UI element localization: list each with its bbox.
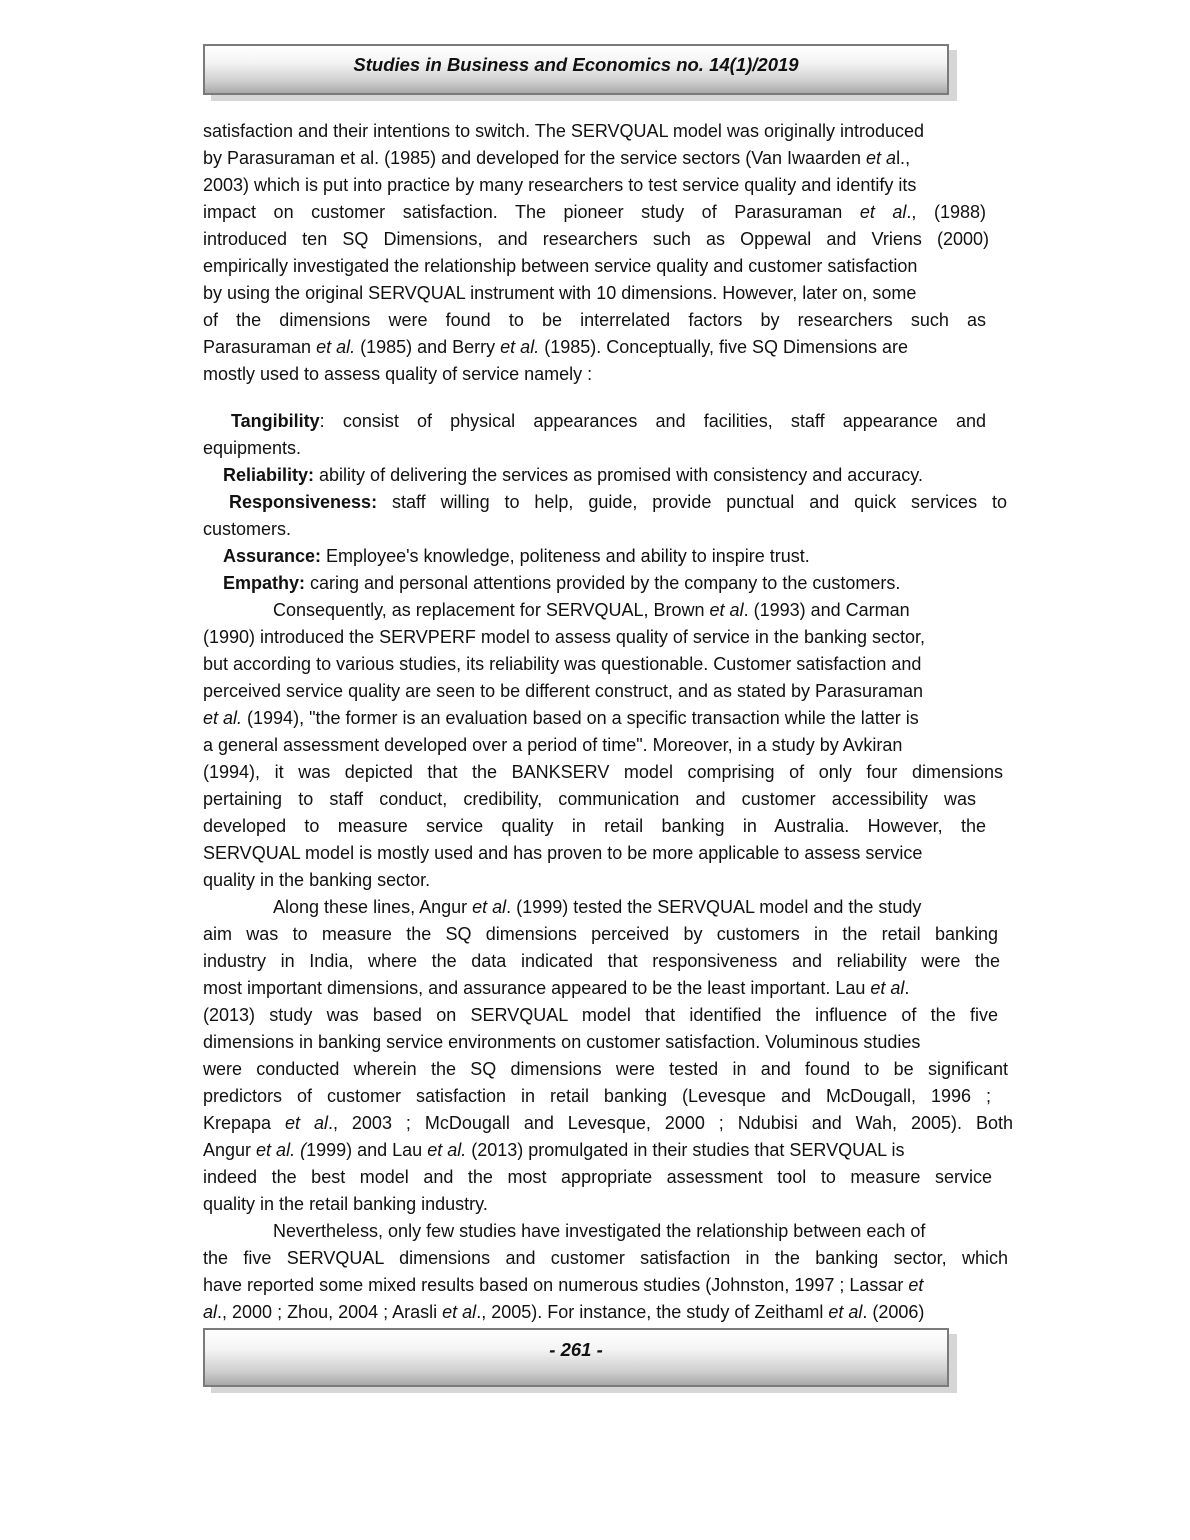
- text-line: equipments.: [203, 438, 302, 458]
- text-line: but according to various studies, its reliability was questionable. Customer satisfaction and: [203, 654, 922, 674]
- text-line: Angur et al. (1999) and Lau et al. (2013) promulgated in their studies that SERVQUAL is: [203, 1140, 905, 1160]
- paragraph-servperf: [203, 597, 1011, 894]
- text-line: satisfaction and their intentions to switch. The SERVQUAL model was originally introduced: [203, 121, 925, 141]
- text-line: SERVQUAL model is mostly used and has proven to be more applicable to assess service: [203, 843, 923, 863]
- paragraph-gap: [203, 388, 1011, 408]
- paragraph-servqual-intro: [203, 118, 1011, 388]
- dimension-assurance: Assurance: Employee's knowledge, politeness and ability to inspire trust.: [223, 546, 810, 566]
- text-line: al., 2000 ; Zhou, 2004 ; Arasli et al., 2005). For instance, the study of Zeithaml et al. (2006): [203, 1302, 925, 1322]
- text-line: indeed the best model and the most appropriate assessment tool to measure service: [203, 1167, 992, 1187]
- text-line: (1990) introduced the SERVPERF model to assess quality of service in the banking sector,: [203, 627, 926, 647]
- text-line: industry in India, where the data indicated that responsiveness and reliability were the: [203, 951, 1000, 971]
- text-line: predictors of customer satisfaction in retail banking (Levesque and McDougall, 1996 ;: [203, 1086, 991, 1106]
- text-line: 2003) which is put into practice by many researchers to test service quality and identify its: [203, 175, 917, 195]
- text-line: Along these lines, Angur et al. (1999) tested the SERVQUAL model and the study: [273, 897, 922, 917]
- article-body: [203, 118, 1011, 1326]
- text-line: quality in the retail banking industry.: [203, 1194, 488, 1214]
- page-number: - 261 -: [549, 1339, 603, 1360]
- text-line: aim was to measure the SQ dimensions perceived by customers in the retail banking: [203, 924, 998, 944]
- paragraph-nevertheless: [203, 1218, 1011, 1326]
- dimension-reliability: Reliability: ability of delivering the services as promised with consistency and accuracy.: [223, 465, 923, 485]
- page-footer-banner: [203, 1328, 949, 1387]
- text-line: developed to measure service quality in retail banking in Australia. However, the: [203, 816, 986, 836]
- text-line: quality in the banking sector.: [203, 870, 431, 890]
- journal-header-banner: [203, 44, 949, 95]
- text-line: most important dimensions, and assurance appeared to be the least important. Lau et al.: [203, 978, 910, 998]
- dimension-empathy: Empathy: caring and personal attentions provided by the company to the customers.: [223, 573, 901, 593]
- text-line: introduced ten SQ Dimensions, and researchers such as Oppewal and Vriens (2000): [203, 229, 989, 249]
- text-line: pertaining to staff conduct, credibility, communication and customer accessibility was: [203, 789, 976, 809]
- paragraph-angur: [203, 894, 1011, 1218]
- text-line: the five SERVQUAL dimensions and customer satisfaction in the banking sector, which: [203, 1248, 1008, 1268]
- text-line: dimensions in banking service environments on customer satisfaction. Voluminous studies: [203, 1032, 921, 1052]
- text-line: Nevertheless, only few studies have investigated the relationship between each of: [273, 1221, 926, 1241]
- text-line: of the dimensions were found to be interrelated factors by researchers such as: [203, 310, 986, 330]
- text-line: Consequently, as replacement for SERVQUAL, Brown et al. (1993) and Carman: [273, 600, 910, 620]
- text-line: customers.: [203, 519, 292, 539]
- dimension-responsiveness: Responsiveness: staff willing to help, guide, provide punctual and quick services to: [229, 492, 1007, 512]
- text-line: Parasuraman et al. (1985) and Berry et al. (1985). Conceptually, five SQ Dimensions are: [203, 337, 909, 357]
- text-line: have reported some mixed results based on numerous studies (Johnston, 1997 ; Lassar et: [203, 1275, 924, 1295]
- text-line: Krepapa et al., 2003 ; McDougall and Levesque, 2000 ; Ndubisi and Wah, 2005). Both: [203, 1113, 1013, 1133]
- text-line: mostly used to assess quality of service namely :: [203, 364, 593, 384]
- text-line: a general assessment developed over a period of time". Moreover, in a study by Avkiran: [203, 735, 903, 755]
- text-line: by using the original SERVQUAL instrument with 10 dimensions. However, later on, some: [203, 283, 917, 303]
- text-line: (2013) study was based on SERVQUAL model that identified the influence of the five: [203, 1005, 998, 1025]
- text-line: et al. (1994), "the former is an evaluation based on a specific transaction while the latter is: [203, 708, 919, 728]
- text-line: empirically investigated the relationship between service quality and customer satisfaction: [203, 256, 918, 276]
- journal-title: Studies in Business and Economics no. 14(1)/2019: [353, 54, 799, 75]
- dimension-tangibility: Tangibility: consist of physical appearances and facilities, staff appearance and: [231, 411, 986, 431]
- text-line: by Parasuraman et al. (1985) and developed for the service sectors (Van Iwaarden et al.,: [203, 148, 911, 168]
- text-line: were conducted wherein the SQ dimensions were tested in and found to be significant: [203, 1059, 1008, 1079]
- text-line: perceived service quality are seen to be different construct, and as stated by Parasuraman: [203, 681, 924, 701]
- text-line: impact on customer satisfaction. The pioneer study of Parasuraman et al., (1988): [203, 202, 986, 222]
- servqual-dimensions-list: [203, 408, 1011, 597]
- text-line: (1994), it was depicted that the BANKSERV model comprising of only four dimensions: [203, 762, 1003, 782]
